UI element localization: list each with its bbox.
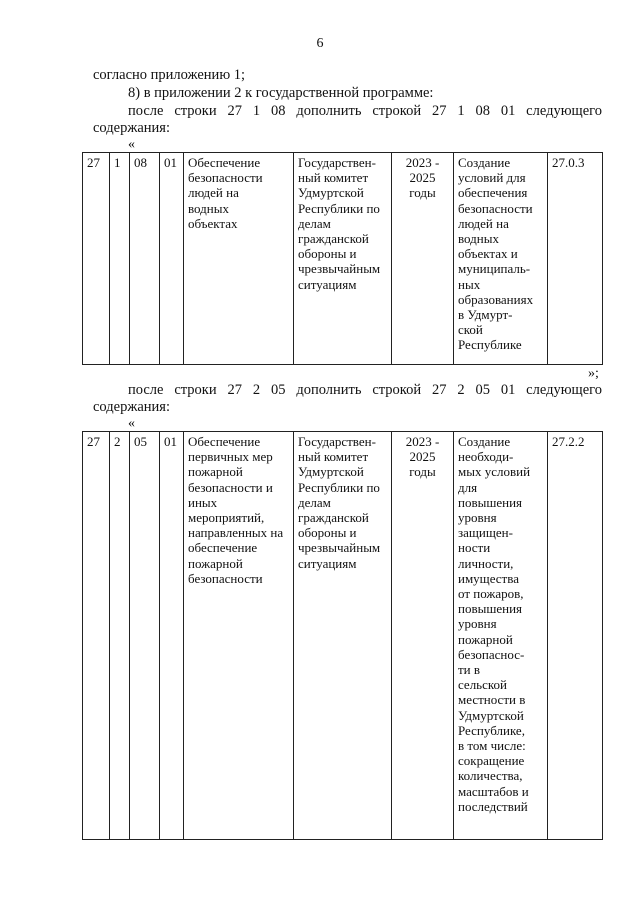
period-cell: 2023 - 2025 годы [392, 432, 454, 840]
paragraph-contents-label-2: содержания: [93, 399, 171, 415]
opening-quote-2: « [128, 416, 135, 431]
code-subprogram-cell: 1 [110, 153, 130, 365]
page-number: 6 [316, 36, 324, 51]
paragraph-annex-1: согласно приложению 1; [93, 67, 246, 83]
table-row [83, 153, 603, 365]
expected-result-cell: Создание необходи- мых условий для повышения уровня защищен- ности личности, имущества от пожаров, повышения уровня пожарной безопаснос- ти в сельской местности в Удмуртской Республике, в том числе: сокращение количества, масштабов и последствий [454, 432, 548, 840]
paragraph-contents-label-1: содержания: [93, 120, 171, 136]
event-name-cell: Обеспечение первичных мер пожарной безопасности и иных мероприятий, направленных на обеспечение пожарной безопасности [184, 432, 294, 840]
expected-result-cell: Создание условий для обеспечения безопасности людей на водных объектах и муниципаль- ных образованиях в Удмурт- ской Республике [454, 153, 548, 365]
executor-cell: Государствен- ный комитет Удмуртской Республики по делам гражданской обороны и чрезвычайным ситуациям [294, 432, 392, 840]
code-section-cell: 27 [83, 153, 110, 365]
code-section-cell: 27 [83, 432, 110, 840]
paragraph-insert-row-2: после строки 27 2 05 дополнить строкой 27 2 05 01 следующего [128, 382, 602, 398]
code-event-cell: 05 [130, 432, 160, 840]
executor-cell: Государствен- ный комитет Удмуртской Республики по делам гражданской обороны и чрезвычайным ситуациям [294, 153, 392, 365]
code-subprogram-cell: 2 [110, 432, 130, 840]
closing-quote-1: »; [588, 366, 599, 381]
opening-quote-1: « [128, 137, 135, 152]
code-subevent-cell: 01 [160, 153, 184, 365]
code-subevent-cell: 01 [160, 432, 184, 840]
code-event-cell: 08 [130, 153, 160, 365]
period-cell: 2023 - 2025 годы [392, 153, 454, 365]
indicator-cell: 27.0.3 [548, 153, 603, 365]
amendment-table-2 [82, 431, 603, 840]
event-name-cell: Обеспечение безопасности людей на водных объектах [184, 153, 294, 365]
amendment-table-1 [82, 152, 603, 365]
table-row [83, 432, 603, 840]
paragraph-insert-row-1: после строки 27 1 08 дополнить строкой 27 1 08 01 следующего [128, 103, 602, 119]
indicator-cell: 27.2.2 [548, 432, 603, 840]
paragraph-item-8: 8) в приложении 2 к государственной программе: [128, 85, 434, 101]
